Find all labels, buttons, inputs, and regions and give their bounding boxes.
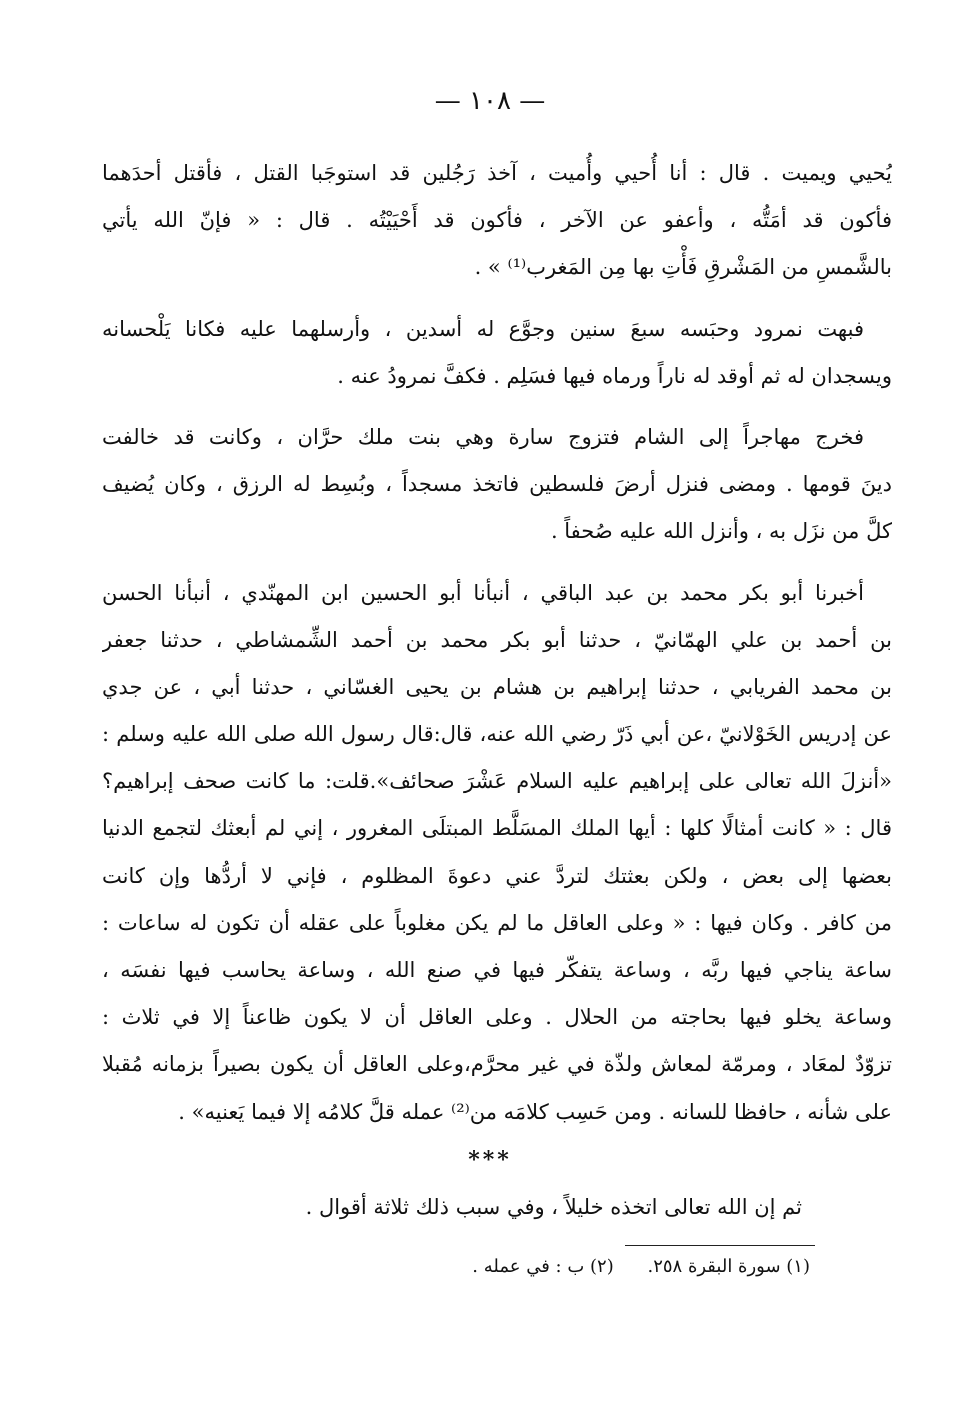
text-line: بالشَّمسِ من المَشْرقِ فَأْتِ بها مِن المَغرب⁽¹⁾ » . bbox=[474, 255, 892, 280]
page-number: — ١٠٨ — bbox=[434, 86, 546, 116]
text-line: على شأنه ، حافظا للسانه . ومن حَسِب كلامَه من⁽²⁾ عمله قلَّ كلامُه إلا فيما يَعنيه» . bbox=[178, 1099, 892, 1124]
text-line: من كافر . وكان فيها : « وعلى العاقل ما لم يكن مغلوباً على عقله أن تكون له ساعات : bbox=[102, 910, 892, 935]
text-line: عن إدريس الخَوْلانيّ ،عن أبي ذَرّ رضي الله عنه، قال:قال رسول الله صلى الله عليه وسلم : bbox=[102, 722, 892, 747]
text-line: فبهت نمرود وحبَسه سبعَ سنين وجوَّع له أسدين ، وأرسلهما عليه فكانا يَلْحسانه bbox=[102, 316, 864, 341]
paragraph-1 bbox=[102, 150, 892, 292]
footnote-divider bbox=[625, 1245, 815, 1246]
text-line: بعضها إلى بعض ، ولكن بعثتك لتردَّ عني دعوةَ المظلوم ، فإني لا أردُّها وإن كانت bbox=[102, 863, 892, 888]
text-line: فأكون قد أمَتُّه ، وأعفو عن الآخر ، فأكون قد أَحْيَيْتُه . قال : « فإنّ الله يأتي bbox=[102, 208, 892, 233]
text-line: تزوّدٌ لمعَاد ، ومرمّة لمعاش ولذّة في غير محرَّم،وعلى العاقل أن يكون بصيراً بزمانه مُقبلا bbox=[102, 1052, 892, 1077]
text-line: أخبرنا أبو بكر محمد بن عبد الباقي ، أنبأنا أبو الحسين ابن المهنّدي ، أنبأنا الحسن bbox=[102, 580, 864, 605]
text-line: يُحيي ويميت . قال : أنا أُحيي وأُميت ، آخذ رَجُلين قد استوجَبا القتل ، فأقتل أحدَهما bbox=[102, 161, 892, 185]
text-line: فخرج مهاجراً إلى الشام فتزوج سارة وهي بنت ملك حرَّان ، وكانت قد خالفت bbox=[102, 424, 864, 449]
footnotes bbox=[400, 1250, 810, 1284]
footnote-2: (٢) ب : في عمله . bbox=[472, 1256, 614, 1277]
footnote-1: (١) سورة البقرة ٢٥٨. bbox=[647, 1256, 810, 1277]
text-line: «أنزلَ الله تعالى على إبراهيم عليه السلام عَشْرَ صحائف».قلت: ما كانت صحف إبراهيم؟ bbox=[102, 769, 892, 794]
main-text bbox=[102, 150, 892, 1136]
text-line: دينَ قومها . ومضى فنزل أرضَ فلسطين فاتخذ مسجداً ، وبُسِط له الرزق ، وكان يُضيف bbox=[102, 472, 892, 497]
text-line: كلَّ من نزَل به ، وأنزل الله عليه صُحفاً . bbox=[550, 519, 892, 544]
text-line: وساعة يخلو فيها بحاجته من الحلال . وعلى العاقل أن لا يكون ظاعناً إلا في ثلاث : bbox=[102, 1005, 892, 1030]
paragraph-4 bbox=[102, 570, 892, 1136]
paragraph-3 bbox=[102, 414, 892, 556]
text-line: ساعة يناجي فيها ربَّه ، وساعة يتفكّر فيها في صنع الله ، وساعة يحاسب فيها نفسَه ، bbox=[102, 958, 892, 982]
text-line: قال : « كانت أمثالًا كلها : أيها الملك المسَلَّط المبتلَى المغرور ، إني لم أبعثك لتجمع الدنيا bbox=[102, 816, 892, 841]
paragraph-2 bbox=[102, 306, 892, 400]
section-separator: *** bbox=[468, 1147, 512, 1173]
text-line: بن محمد الفريابي ، حدثنا إبراهيم بن هشام بن يحيى الغسّاني ، حدثنا أبي ، عن جدي bbox=[102, 674, 892, 699]
text-line: بن أحمد بن علي الهمّانيّ ، حدثنا أبو بكر محمد بن أحمد الشِّمشاطي ، حدثنا جعفر bbox=[102, 627, 892, 652]
text-line: ويسجدان له ثم أوقد له ناراً ورماه فيها فسَلِم . فكفَّ نمرودُ عنه . bbox=[337, 363, 892, 388]
closing-sentence: ثم إن الله تعالى اتخذه خليلاً ، وفي سبب ذلك ثلاثة أقوال . bbox=[305, 1195, 802, 1219]
